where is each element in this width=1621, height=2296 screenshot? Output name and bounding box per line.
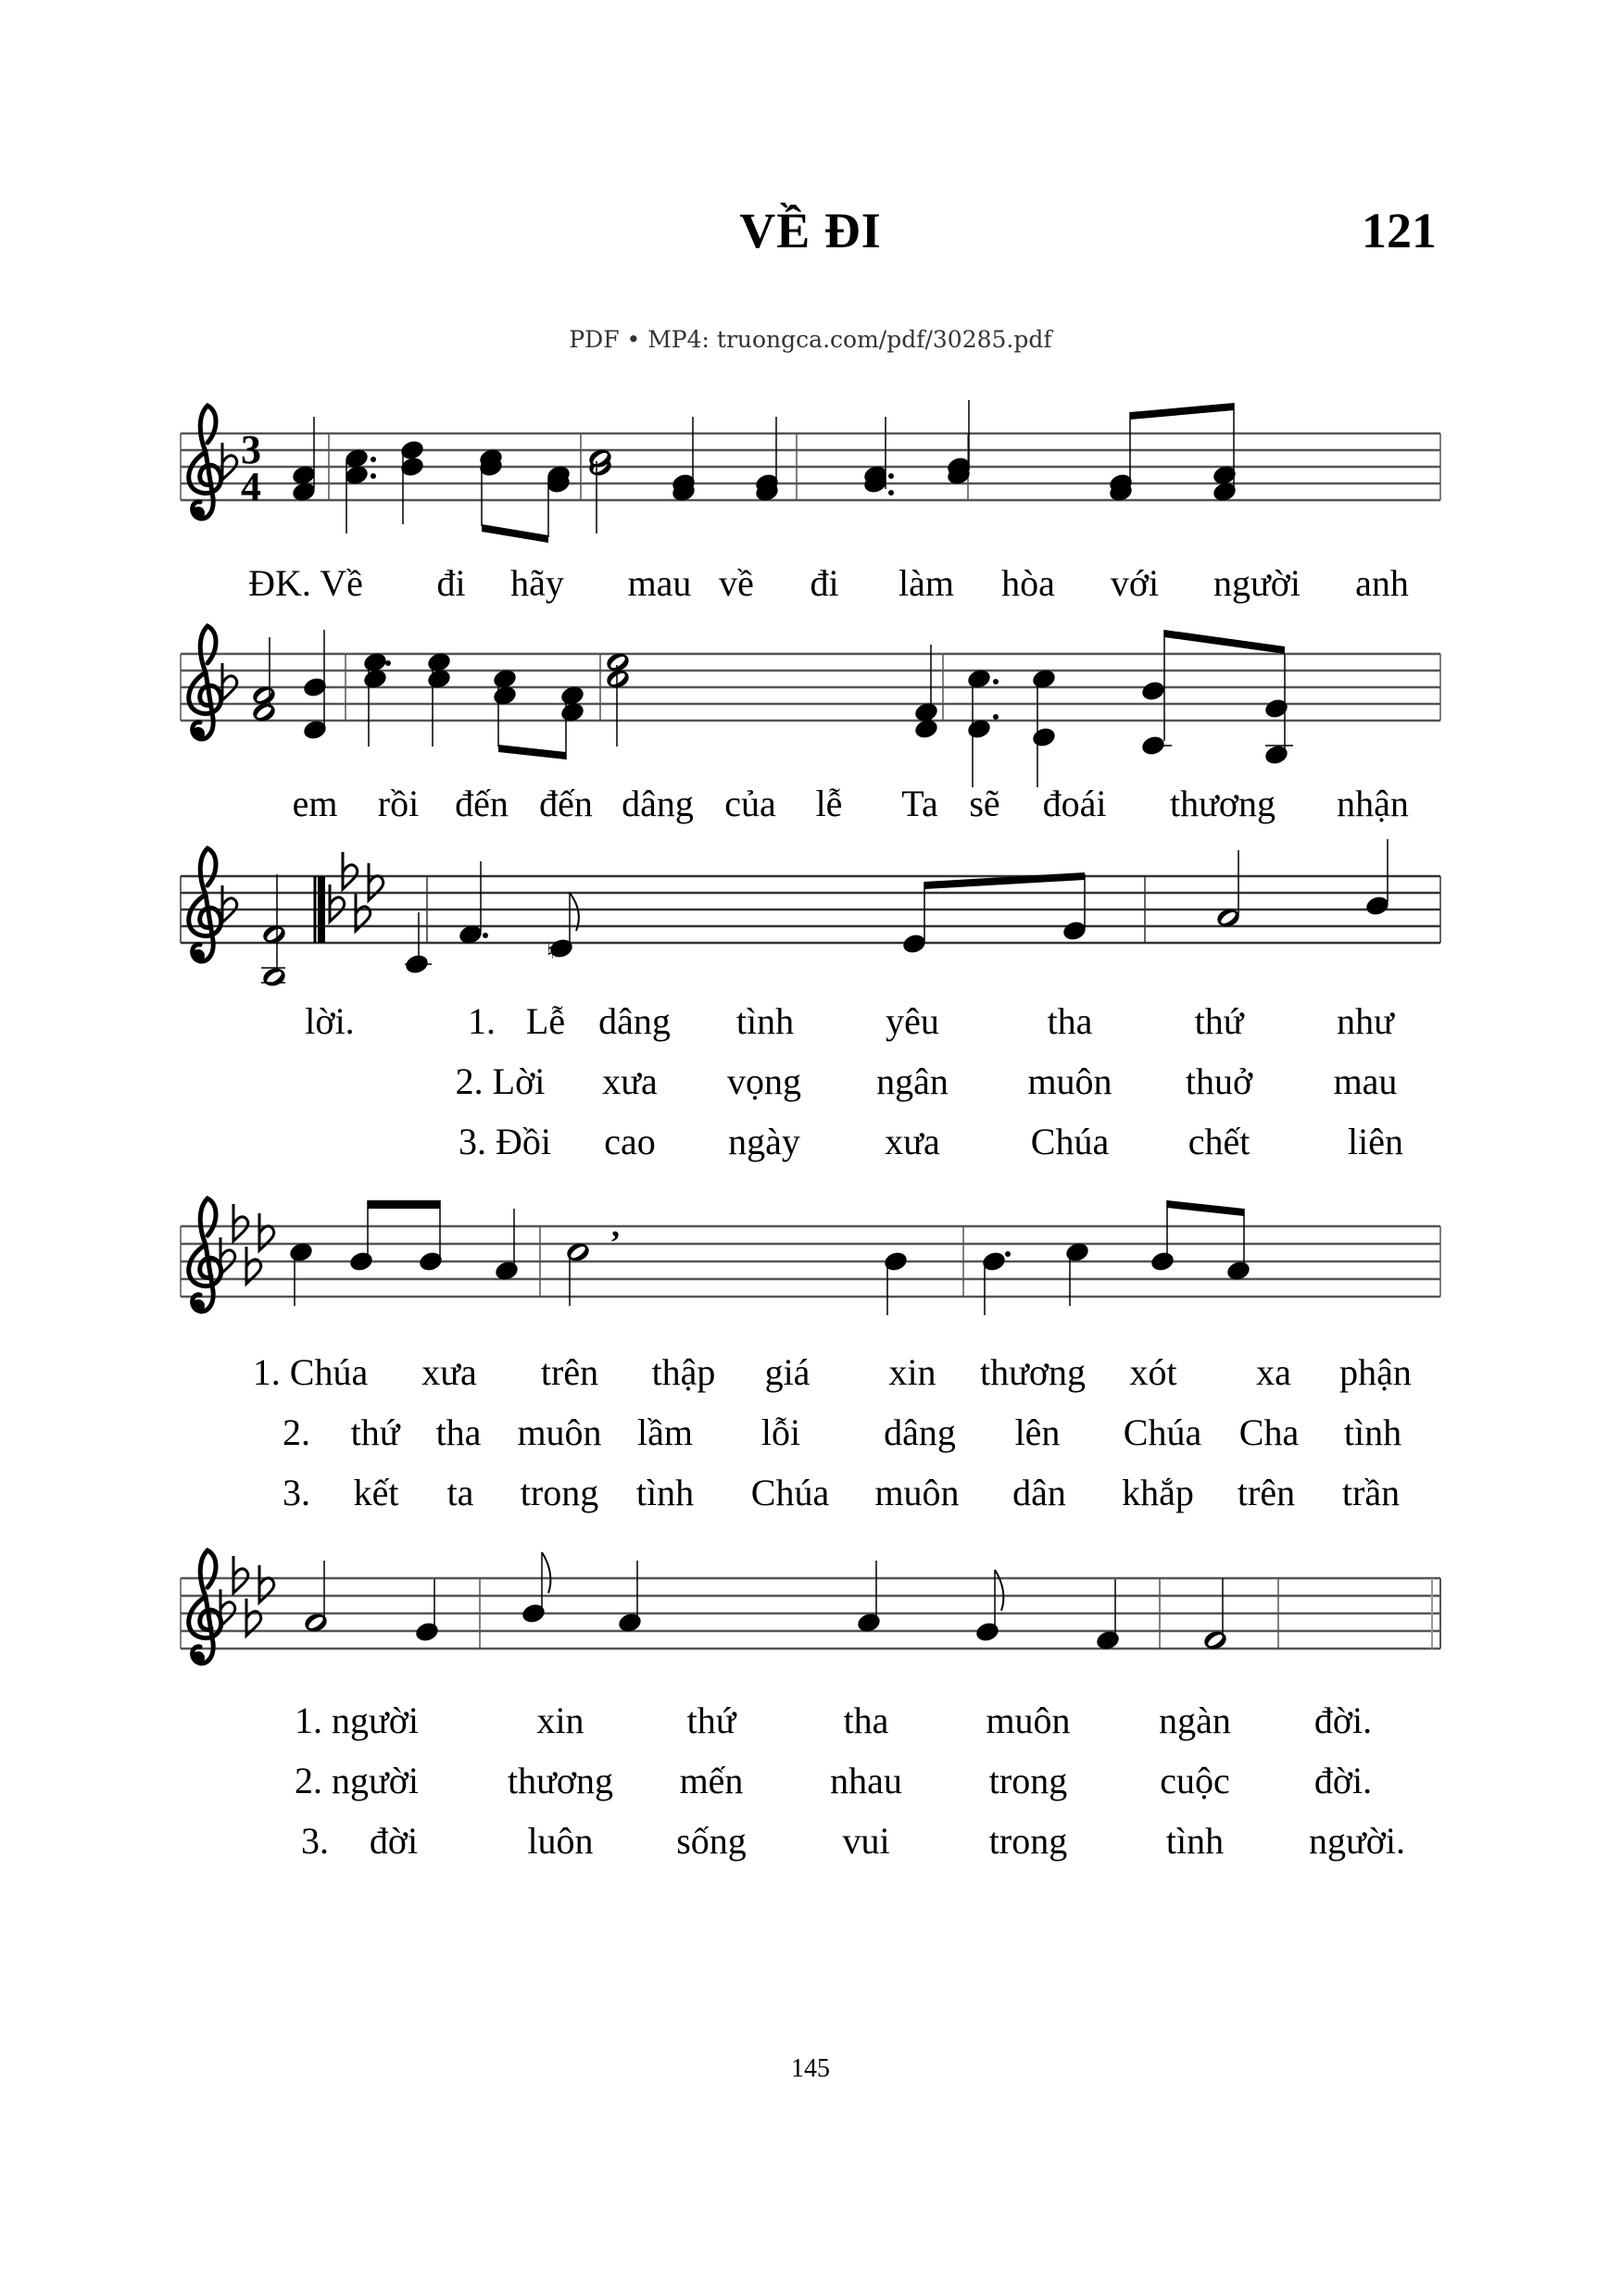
lyric-word: dân	[1012, 1472, 1066, 1513]
lyric-word: cuộc	[1160, 1760, 1230, 1801]
lyric-word: người	[1213, 562, 1301, 604]
lyric-word: cao	[604, 1121, 656, 1162]
lyric-word: về	[719, 562, 754, 604]
lyric-word: 1.	[468, 1000, 496, 1042]
lyric-word: sẽ	[969, 783, 1000, 824]
lyric-word: ngân	[876, 1060, 949, 1102]
lyric-word: luôn	[527, 1820, 594, 1862]
lyric-word: đến	[539, 783, 593, 824]
svg-text:4: 4	[241, 464, 261, 509]
lyric-word: liên	[1348, 1121, 1403, 1162]
lyric-word: đoái	[1042, 783, 1107, 824]
lyric-word: rồi	[377, 783, 420, 824]
lyric-word: tình	[735, 1000, 795, 1042]
lyric-word: xa	[1256, 1351, 1291, 1393]
lyric-word: Chúa	[1123, 1411, 1202, 1453]
lyric-word: yêu	[886, 1000, 939, 1042]
lyric-word: Chúa	[1030, 1121, 1110, 1162]
lyric-word: mau	[1333, 1060, 1398, 1102]
lyric-word: xưa	[885, 1121, 940, 1162]
page-number: 145	[791, 2054, 830, 2083]
lyric-word: lên	[1014, 1411, 1061, 1453]
lyric-word: vọng	[727, 1060, 801, 1102]
svg-text:♮: ♮	[547, 938, 555, 964]
lyric-word: thứ	[350, 1411, 400, 1453]
lyric-word: đời.	[1313, 1700, 1373, 1741]
lyric-word: thứ	[686, 1700, 736, 1741]
lyric-word: thứ	[1194, 1000, 1244, 1042]
lyric-word: xưa	[602, 1060, 658, 1102]
lyric-word: đến	[455, 783, 509, 824]
lyric-word: 1. Chúa	[252, 1351, 369, 1393]
lyric-word: 3. Đồi	[459, 1121, 551, 1162]
lyric-word: muôn	[874, 1472, 960, 1513]
lyric-word: đi	[810, 562, 839, 604]
lyric-word: thập	[651, 1351, 716, 1393]
source-link-text: PDF • MP4: truongca.com/pdf/30285.pdf	[569, 326, 1052, 353]
lyric-word: như	[1337, 1000, 1394, 1042]
lyric-word: tình	[635, 1472, 695, 1513]
lyric-word: trong	[988, 1760, 1068, 1801]
double-barline	[318, 876, 325, 943]
lyric-word: Lễ	[525, 1000, 566, 1042]
lyric-word: trong	[988, 1820, 1068, 1862]
lyric-word: trong	[520, 1472, 599, 1513]
lyric-word: dâng	[622, 783, 694, 824]
staff-system-2	[181, 626, 1440, 787]
lyric-word: ngày	[728, 1121, 800, 1162]
lyric-word: trần	[1341, 1472, 1401, 1513]
lyric-word: tha	[435, 1411, 482, 1453]
lyric-word: dâng	[598, 1000, 671, 1042]
lyric-word: lầm	[637, 1411, 693, 1453]
svg-text:,: ,	[611, 1207, 620, 1244]
lyric-word: nhận	[1337, 783, 1409, 824]
lyric-word: 3.	[301, 1820, 329, 1862]
lyric-word: trên	[540, 1351, 599, 1393]
lyric-word: xót	[1129, 1351, 1177, 1393]
lyric-word: Ta	[901, 783, 938, 824]
lyric-word: đời	[369, 1820, 419, 1862]
lyric-word: muôn	[986, 1700, 1071, 1741]
lyric-word: hòa	[1001, 562, 1055, 604]
lyric-word: giá	[764, 1351, 810, 1393]
song-number: 121	[1362, 203, 1437, 258]
lyric-word: lễ	[815, 783, 843, 824]
lyric-word: nhau	[830, 1760, 902, 1801]
lyric-word: đời.	[1313, 1760, 1373, 1801]
staff-system-3	[181, 839, 1440, 989]
song-title: VỀ ĐI	[739, 203, 882, 258]
lyric-word: thương	[1170, 783, 1275, 824]
lyric-word: lời.	[305, 1000, 355, 1042]
lyric-word: lỗi	[760, 1411, 801, 1453]
lyric-word: hãy	[510, 562, 564, 604]
lyric-word: anh	[1355, 562, 1409, 604]
lyric-word: tha	[1047, 1000, 1093, 1042]
lyric-word: tình	[1343, 1411, 1402, 1453]
lyric-word: 2. người	[295, 1760, 419, 1801]
lyric-word: ĐK. Về	[248, 562, 363, 604]
lyric-word: kết	[353, 1472, 399, 1513]
lyric-word: chết	[1187, 1121, 1250, 1162]
lyric-word: phận	[1339, 1351, 1412, 1393]
lyric-word: ta	[446, 1472, 474, 1513]
lyric-word: thương	[508, 1760, 613, 1801]
lyric-word: Cha	[1238, 1411, 1300, 1453]
lyric-word: vui	[842, 1820, 890, 1862]
lyric-word: 3.	[283, 1472, 310, 1513]
staff-system-5	[181, 1550, 1440, 1664]
lyric-word: 2.	[283, 1411, 310, 1453]
lyric-word: 1. người	[295, 1700, 419, 1741]
lyric-word: thương	[980, 1351, 1086, 1393]
lyric-word: sống	[676, 1820, 747, 1862]
lyric-word: khắp	[1122, 1472, 1194, 1513]
lyric-word: mến	[679, 1760, 744, 1801]
lyric-word: muôn	[517, 1411, 602, 1453]
staff-system-4	[181, 1198, 1440, 1315]
lyric-word: tình	[1165, 1820, 1225, 1862]
lyric-word: xin	[888, 1351, 936, 1393]
lyric-word: trên	[1237, 1472, 1296, 1513]
svg-text:3: 3	[241, 427, 261, 472]
lyric-word: thuở	[1185, 1060, 1253, 1102]
lyric-word: mau	[627, 562, 692, 604]
lyric-word: xưa	[421, 1351, 477, 1393]
lyric-word: làm	[898, 562, 954, 604]
lyric-word: Chúa	[750, 1472, 830, 1513]
lyric-word: em	[292, 783, 338, 824]
lyric-word: ngàn	[1159, 1700, 1231, 1741]
lyric-word: đi	[436, 562, 466, 604]
lyric-word: 2. Lời	[455, 1060, 546, 1102]
lyric-word: muôn	[1027, 1060, 1112, 1102]
lyric-word: dâng	[884, 1411, 956, 1453]
lyric-word: xin	[536, 1700, 584, 1741]
staff-system-1	[181, 400, 1440, 543]
lyric-word: người.	[1309, 1820, 1405, 1862]
lyric-word: với	[1110, 562, 1160, 604]
lyric-word: tha	[843, 1700, 889, 1741]
lyric-word: của	[724, 783, 776, 824]
